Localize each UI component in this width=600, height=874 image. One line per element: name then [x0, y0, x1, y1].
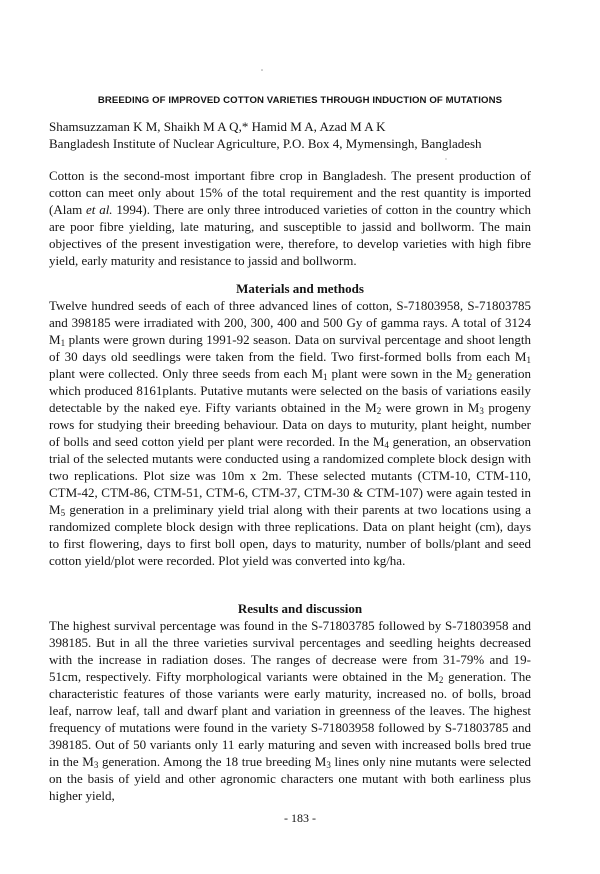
- et-al: et al.: [86, 202, 113, 217]
- subscript: 2: [376, 406, 382, 416]
- results-paragraph: [49, 617, 531, 804]
- methods-text: were grown in M: [381, 400, 480, 415]
- methods-text: plant were sown in the M: [327, 366, 468, 381]
- subscript: 3: [479, 406, 484, 416]
- section-heading-methods: Materials and methods: [236, 281, 364, 296]
- results-text: The highest survival percentage was found in the S-71803785 followed by S-71803958 and 398185. But in all the three varieties survival percentages and seedling heights decreased with the increase in radiation doses. The ranges of decrease were from 31-79% and 19-51cm, respectively. Fifty morphological variants were obtained in the M: [49, 618, 531, 684]
- results-text: lines only nine mutants were selected on the basis of yield and other agronomic characters one mutant with both earliness plus higher yield,: [49, 754, 531, 803]
- subscript: 5: [60, 508, 66, 518]
- methods-text: generation which produced 8161plants. Putative mutants were selected on the basis of variations easily detectable by the naked eye. Fifty variants obtained in the M: [49, 366, 531, 415]
- subscript: 1: [526, 355, 531, 365]
- results-text: generation. Among the 18 true breeding M: [98, 754, 327, 769]
- subscript: 3: [93, 760, 99, 770]
- methods-paragraph: [49, 297, 531, 569]
- methods-text: progeny rows for studying their breeding behaviour. Data on days to muturity, plant height, number of bolls and seed cotton yield per plant were recorded. In the M: [49, 400, 531, 449]
- methods-text: generation in a preliminary yield trial along with their parents at two locations using a randomized complete block design with three replications. Data on plant height (cm), days to first flowering, days to first boll open, days to maturity, number of bolls/plant and seed cotton yield/plot were recorded. Plot yield was converted into kg/ha.: [49, 502, 531, 568]
- methods-text: generation, an observation trial of the selected mutants were conducted using a randomized complete block design with two replications. Plot size was 10m x 2m. These selected mutants (CTM-10, CTM-110, CTM-42, CTM-86, CTM-51, CTM-6, CTM-37, CTM-30 & CTM-107) were again tested in M: [49, 434, 531, 517]
- subscript: 2: [467, 372, 473, 382]
- methods-text: Twelve hundred seeds of each of three advanced lines of cotton, S-71803958, S-71803785 and 398185 were irradiated with 200, 300, 400 and 500 Gy of gamma rays. A total of 3124 M: [49, 298, 531, 347]
- subscript: 1: [323, 372, 328, 382]
- subscript: 3: [326, 760, 331, 770]
- methods-text: plant were collected. Only three seeds from each M: [49, 366, 324, 381]
- subscript: 1: [60, 338, 66, 348]
- scan-speck: [261, 69, 263, 71]
- page-number: - 183 -: [284, 811, 316, 825]
- intro-paragraph: [49, 167, 531, 269]
- results-text: generation. The characteristic features of those variants were early maturity, increased no. of bolls, broad leaf, narrow leaf, tall and dwarf plant and variation in greenness of the leaves. The highest frequency of mutations were found in the variety S-71803958 followed by S-71803785 and 398185. Out of 50 variants only 11 early maturing and seven with increased bolls bred true in the M: [49, 669, 531, 769]
- subscript: 4: [384, 440, 389, 450]
- subscript: 2: [438, 675, 444, 685]
- scan-speck: [445, 158, 446, 159]
- methods-text: plants were grown during 1991-92 season. Data on survival percentage and shoot length of 30 days old seedlings were taken from the field. Two first-formed bolls from each M: [49, 332, 531, 364]
- intro-text: Cotton is the second-most important fibre crop in Bangladesh. The present production of cotton can meet only about 15% of the total requirement and the rest quantity is imported (Alam: [49, 168, 531, 217]
- affiliation: Bangladesh Institute of Nuclear Agriculture, P.O. Box 4, Mymensingh, Bangladesh: [49, 136, 482, 151]
- section-heading-results: Results and discussion: [237, 601, 363, 616]
- paper-title: BREEDING OF IMPROVED COTTON VARIETIES THROUGH INDUCTION OF MUTATIONS: [97, 95, 503, 106]
- author-list: Shamsuzzaman K M, Shaikh M A Q,* Hamid M A, Azad M A K: [49, 119, 386, 134]
- intro-text: 1994). There are only three introduced varieties of cotton in the country which are poor fibre yielding, late maturing, and susceptible to jassid and bollworm. The main objectives of the present investigation were, therefore, to develop varieties with high fibre yield, early maturity and resistance to jassid and bollworm.: [49, 202, 531, 268]
